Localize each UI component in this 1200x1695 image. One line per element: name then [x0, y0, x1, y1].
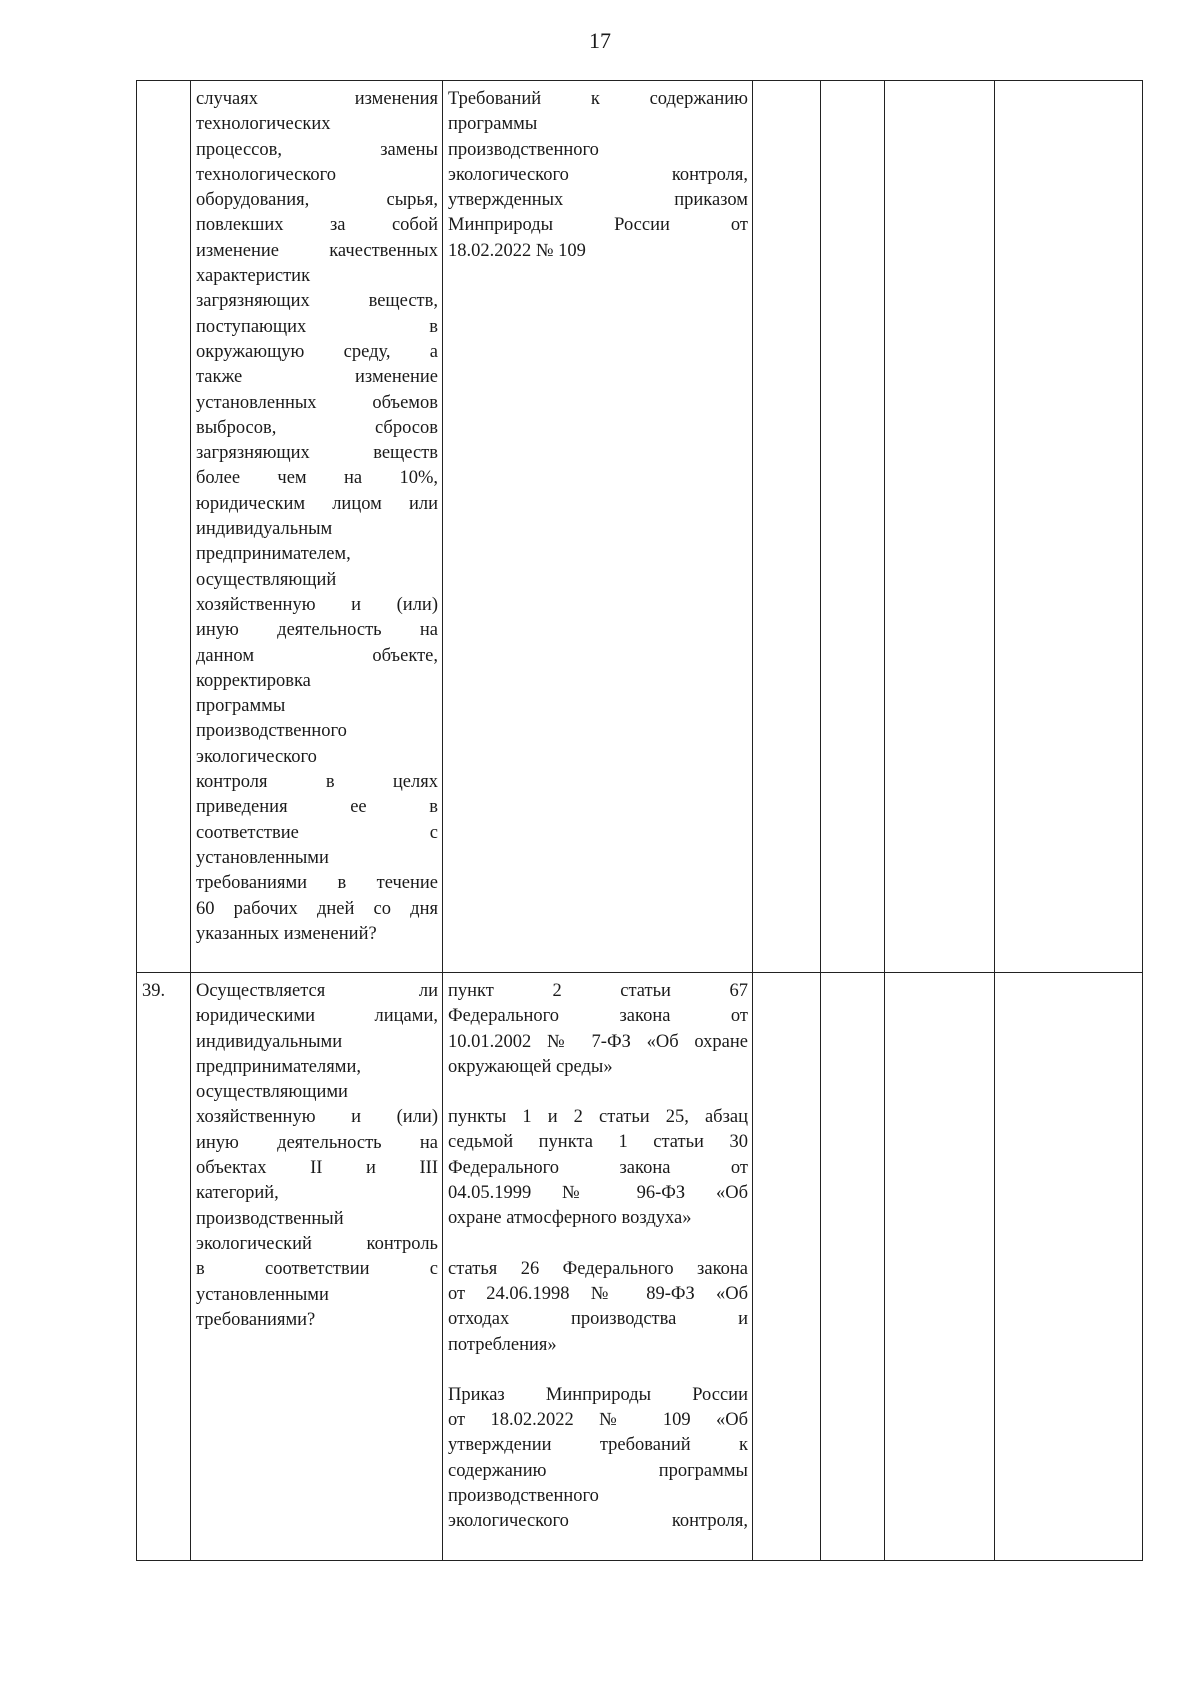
question-line: иную деятельность на: [196, 1132, 438, 1153]
answer-no-cell: [821, 973, 885, 1561]
legal-reference-paragraph: [448, 1105, 748, 1231]
table-row: [137, 973, 1143, 1561]
legal-reference-line: утвержденных приказом: [448, 190, 748, 211]
question-line: контроля в целях: [196, 772, 438, 793]
legal-reference-line: производственного: [448, 1486, 599, 1507]
legal-reference-line: от 18.02.2022 № 109 «Об: [448, 1410, 748, 1431]
note-cell: [995, 973, 1143, 1561]
legal-reference-line: Требований к содержанию: [448, 89, 748, 109]
question-line: установленных объемов: [196, 392, 438, 413]
question-line: экологический контроль: [196, 1233, 438, 1254]
item-number-cell: [137, 81, 191, 973]
item-number: 39.: [142, 981, 166, 1001]
question-line: предпринимателями,: [196, 1056, 361, 1077]
legal-reference-line: охране атмосферного воздуха»: [448, 1208, 692, 1229]
question-line: требованиями?: [196, 1309, 316, 1330]
legal-reference-line: Приказ Минприроды России: [448, 1384, 748, 1405]
question-line: загрязняющих веществ,: [196, 291, 438, 312]
legal-reference-line: 10.01.2002 № 7-ФЗ «Об охране: [448, 1031, 748, 1052]
question-line: технологического: [196, 164, 337, 185]
page-number: 17: [589, 28, 611, 53]
question-line: более чем на 10%,: [196, 468, 438, 489]
note-cell: [995, 81, 1143, 973]
legal-reference-line: пункт 2 статьи 67: [448, 981, 748, 1001]
answer-yes-cell: [753, 973, 821, 1561]
question-line: 60 рабочих дней со дня: [196, 898, 438, 919]
legal-reference-line: Федерального закона от: [448, 1157, 748, 1178]
question-line: изменение качественных: [196, 240, 438, 261]
legal-reference-line: отходах производства и: [448, 1309, 748, 1330]
question-cell: [191, 81, 443, 973]
question-line: загрязняющих веществ: [196, 443, 438, 464]
legal-reference-line: производственного: [448, 139, 599, 160]
question-cell: [191, 973, 443, 1561]
legal-basis-cell: [443, 973, 753, 1561]
legal-reference-line: программы: [448, 114, 538, 135]
legal-reference-paragraph: [448, 979, 748, 1080]
answer-not-applicable-cell: [885, 81, 995, 973]
question-line: соответствие с: [196, 822, 438, 843]
question-line: поступающих в: [196, 316, 438, 337]
table-row: [137, 81, 1143, 973]
answer-yes-cell: [753, 81, 821, 973]
legal-reference-line: потребления»: [448, 1334, 557, 1355]
legal-reference-line: седьмой пункта 1 статьи 30: [448, 1132, 748, 1153]
question-line: хозяйственную и (или): [196, 594, 438, 615]
legal-reference-line: пункты 1 и 2 статьи 25, абзац: [448, 1107, 748, 1128]
answer-not-applicable-cell: [885, 973, 995, 1561]
question-line: данном объекте,: [196, 645, 438, 666]
question-line: случаях изменения: [196, 89, 438, 109]
question-line: Осуществляется ли: [196, 981, 438, 1001]
legal-reference-paragraph: [448, 87, 748, 264]
legal-basis-cell: [443, 81, 753, 973]
legal-reference-line: от 24.06.1998 № 89-ФЗ «Об: [448, 1283, 748, 1304]
question-line: индивидуальными: [196, 1031, 343, 1052]
checklist-table: [136, 80, 1143, 1561]
question-line: производственного: [196, 721, 347, 742]
question-line: также изменение: [196, 367, 438, 388]
legal-reference-paragraph: [448, 1383, 748, 1535]
legal-reference-line: содержанию программы: [448, 1460, 748, 1481]
question-line: установленными: [196, 1284, 329, 1305]
question-line: осуществляющими: [196, 1082, 348, 1103]
question-line: установленными: [196, 847, 329, 868]
item-number-cell: [137, 973, 191, 1561]
question-line: индивидуальным: [196, 519, 333, 540]
legal-reference-line: экологического контроля,: [448, 164, 748, 185]
question-line: хозяйственную и (или): [196, 1107, 438, 1128]
question-line: экологического: [196, 746, 317, 767]
question-line: процессов, замены: [196, 139, 438, 160]
legal-reference-line: утверждении требований к: [448, 1435, 748, 1456]
question-line: указанных изменений?: [196, 923, 377, 944]
legal-reference-paragraph: [448, 1257, 748, 1358]
question-line: программы: [196, 696, 286, 717]
question-line: выбросов, сбросов: [196, 417, 438, 438]
question-line: производственный: [196, 1208, 344, 1229]
legal-reference-line: окружающей среды»: [448, 1056, 613, 1077]
question-line: оборудования, сырья,: [196, 190, 438, 211]
question-line: иную деятельность на: [196, 620, 438, 641]
question-line: категорий,: [196, 1183, 279, 1204]
question-line: в соответствии с: [196, 1259, 438, 1280]
question-line: юридическим лицом или: [196, 493, 438, 514]
answer-no-cell: [821, 81, 885, 973]
question-line: окружающую среду, а: [196, 341, 438, 362]
question-line: требованиями в течение: [196, 873, 438, 894]
legal-reference-line: Федерального закона от: [448, 1006, 748, 1027]
question-line: объектах II и III: [196, 1158, 438, 1179]
question-line: приведения ее в: [196, 797, 438, 818]
legal-reference-line: статья 26 Федерального закона: [448, 1258, 748, 1279]
question-line: технологических: [196, 114, 331, 135]
question-line: осуществляющий: [196, 569, 337, 590]
legal-reference-line: Минприроды России от: [448, 215, 748, 236]
question-line: предпринимателем,: [196, 544, 351, 565]
question-line: юридическими лицами,: [196, 1006, 438, 1027]
question-line: корректировка: [196, 670, 311, 691]
question-line: характеристик: [196, 266, 311, 287]
question-line: повлекших за собой: [196, 215, 438, 236]
legal-reference-line: 18.02.2022 № 109: [448, 240, 586, 261]
legal-reference-line: 04.05.1999 № 96-ФЗ «Об: [448, 1183, 748, 1204]
legal-reference-line: экологического контроля,: [448, 1511, 748, 1532]
